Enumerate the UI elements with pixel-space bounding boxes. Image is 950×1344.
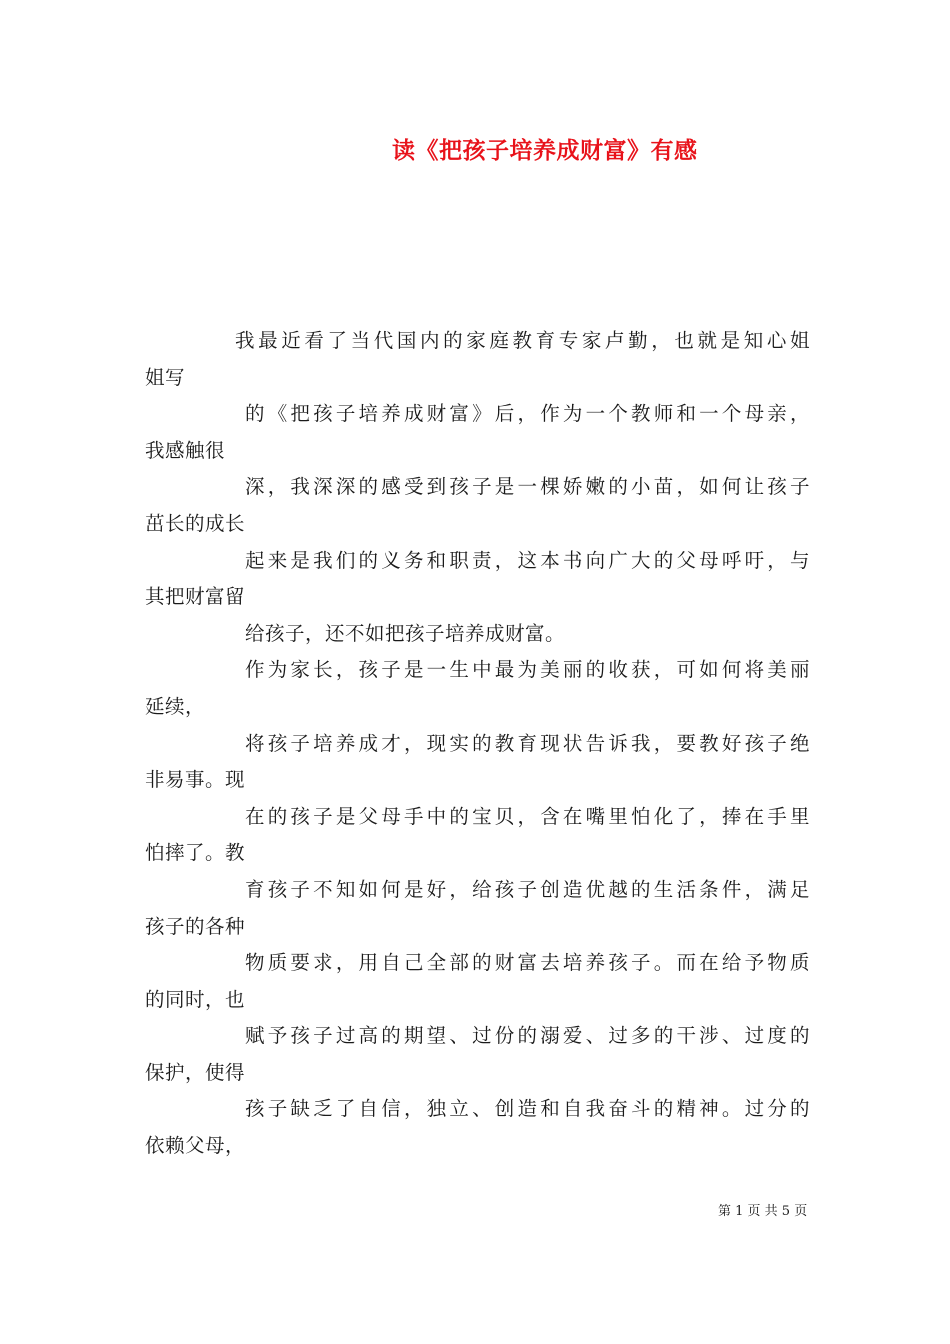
text-line: 将孩子培养成才，现实的教育现状告诉我，要教好孩子绝 — [245, 731, 810, 755]
text-line: 作为家长，孩子是一生中最为美丽的收获，可如何将美丽 — [245, 658, 810, 682]
text-line: 起来是我们的义务和职责，这本书向广大的父母呼吁，与 — [245, 548, 810, 572]
text-line: 姐写 — [145, 365, 186, 389]
text-line: 育孩子不知如何是好，给孩子创造优越的生活条件，满足 — [245, 877, 810, 901]
text-line: 在的孩子是父母手中的宝贝，含在嘴里怕化了，捧在手里 — [245, 804, 810, 828]
text-line: 非易事。现 — [145, 768, 246, 792]
text-line: 孩子缺乏了自信，独立、创造和自我奋斗的精神。过分的 — [245, 1097, 810, 1121]
document-title: 读《把孩子培养成财富》有感 — [392, 137, 698, 164]
text-line: 给孩子，还不如把孩子培养成财富。 — [245, 621, 566, 645]
paragraph-1 — [145, 323, 810, 652]
text-line: 物质要求，用自己全部的财富去培养孩子。而在给予物质 — [245, 951, 810, 975]
text-line: 我感触很 — [145, 438, 226, 462]
text-line: 的同时，也 — [145, 987, 246, 1011]
text-line: 怕摔了。教 — [145, 841, 246, 865]
text-line: 赋予孩子过高的期望、过份的溺爱、过多的干涉、过度的 — [245, 1024, 810, 1048]
text-line: 延续， — [145, 694, 206, 718]
paragraph-2 — [145, 652, 810, 1164]
text-line: 保护，使得 — [145, 1060, 246, 1084]
text-line: 其把财富留 — [145, 585, 246, 609]
text-line: 孩子的各种 — [145, 914, 246, 938]
document-body — [145, 323, 810, 1165]
text-line: 深，我深深的感受到孩子是一棵娇嫩的小苗，如何让孩子 — [245, 475, 810, 499]
text-line: 的《把孩子培养成财富》后，作为一个教师和一个母亲， — [245, 402, 810, 426]
text-line: 依赖父母， — [145, 1134, 246, 1158]
text-line: 我最近看了当代国内的家庭教育专家卢勤，也就是知心姐 — [235, 329, 810, 352]
text-line: 茁长的成长 — [145, 511, 246, 535]
page-number: 第 1 页 共 5 页 — [718, 1204, 808, 1219]
